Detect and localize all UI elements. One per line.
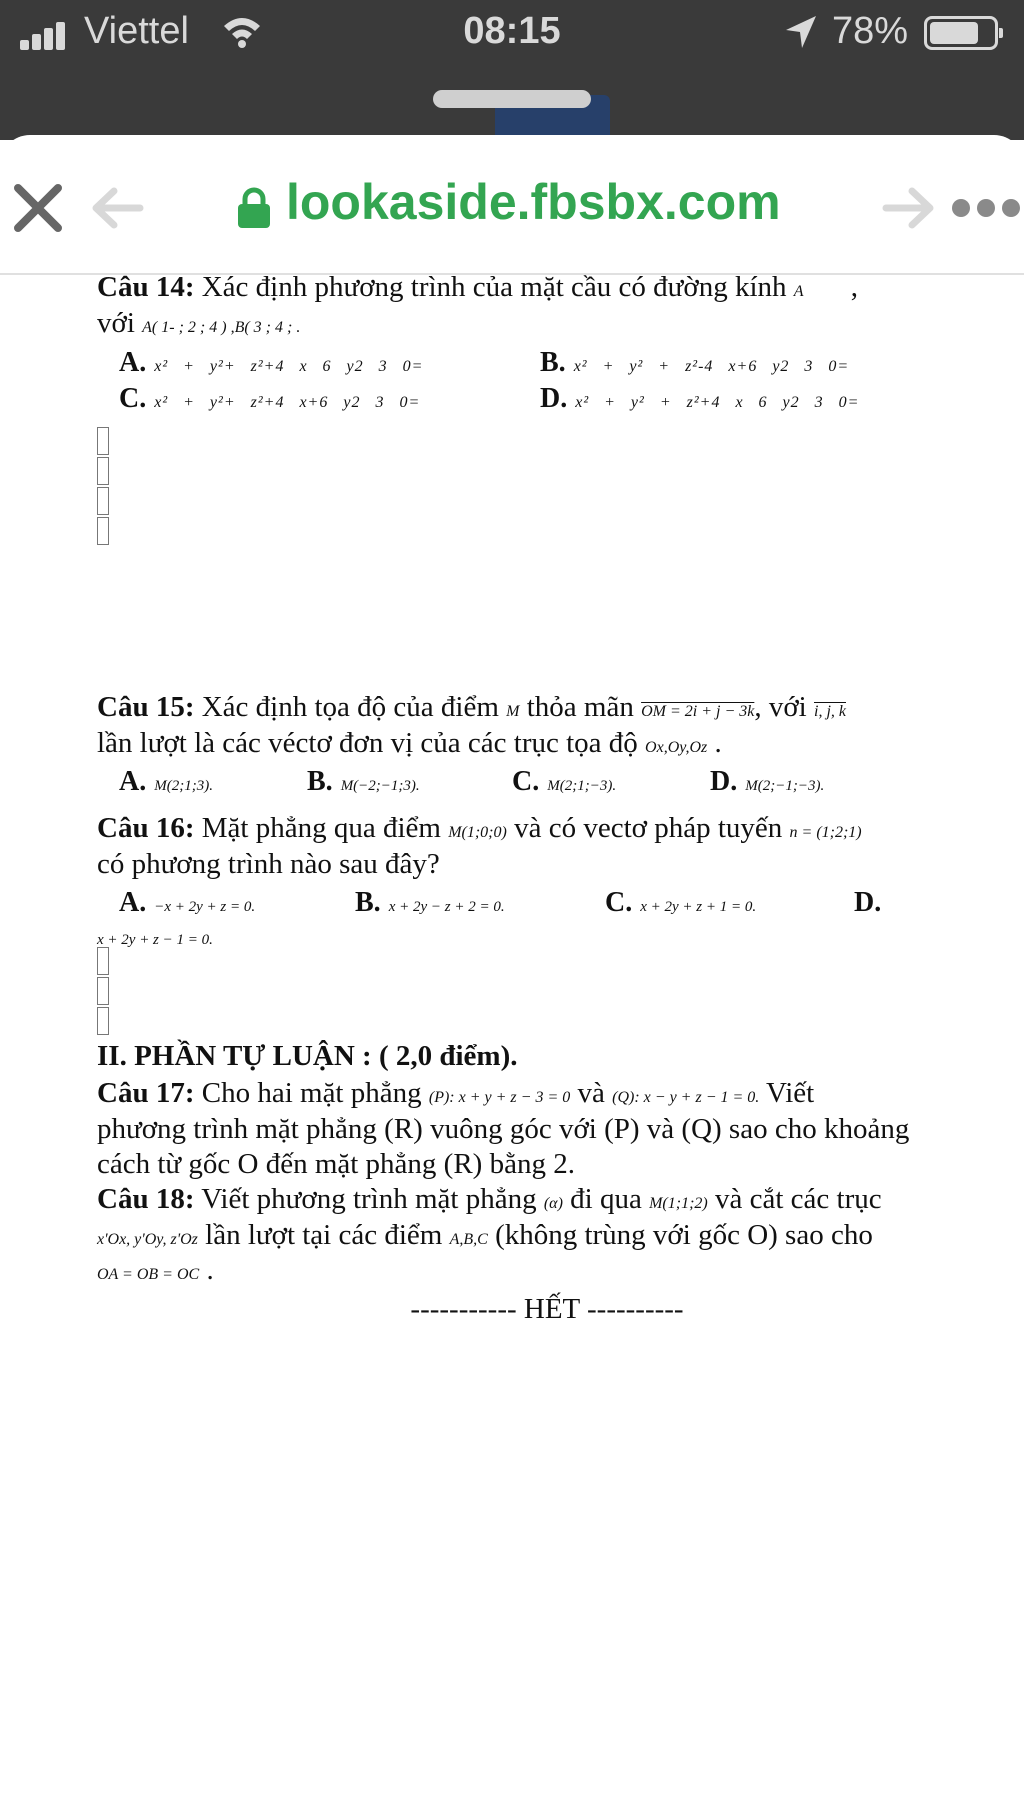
q15-option-c[interactable] (512, 764, 616, 804)
option-label: D. (710, 766, 738, 797)
q17-line3: cách từ gốc O đến mặt phẳng (R) bằng 2. (97, 1148, 575, 1180)
q16-line2 (97, 847, 440, 882)
end-marker: ----------- HẾT ---------- (410, 1293, 684, 1325)
q18-math-point: M(1;1;2) (649, 1195, 708, 1212)
q14-option-d[interactable] (540, 381, 859, 420)
q15-text: thỏa mãn (519, 691, 642, 723)
lock-icon (236, 187, 272, 229)
q17-text: Cho hai mặt phẳng (194, 1077, 429, 1109)
q15-option-a[interactable] (119, 764, 213, 804)
q14-option-b[interactable] (540, 345, 849, 384)
q16-line1 (97, 811, 862, 850)
q15-text: lần lượt là các véctơ đơn vị của các trục tọa độ (97, 727, 646, 759)
q14-label: Câu 14: (97, 271, 195, 303)
q15-option-d[interactable] (710, 764, 824, 804)
q14-line1 (97, 270, 858, 309)
forward-arrow-icon[interactable] (880, 185, 936, 231)
carrier-name: Viettel (84, 10, 189, 52)
option-label: C. (512, 766, 540, 797)
q18-line2 (97, 1218, 873, 1257)
q15-text: , với (754, 691, 814, 723)
q15-math-ijk: i, j, k (814, 703, 846, 720)
q15-math-axes: Ox,Oy,Oz (645, 739, 708, 756)
q18-text: đi qua (562, 1183, 650, 1215)
q15-label: Câu 15: (97, 691, 195, 723)
q18-math-equal: OA = OB = OC (97, 1266, 200, 1283)
browser-sheet (0, 135, 1024, 1817)
option-label: C. (605, 887, 633, 918)
option-value: M(2;1;3). (154, 778, 213, 794)
q15-line2 (97, 726, 722, 765)
q14-line2-text: với (97, 307, 143, 339)
placeholder-boxes (97, 947, 111, 1037)
q16-text: Mặt phẳng qua điểm (194, 812, 449, 844)
q18-label: Câu 18: (97, 1183, 195, 1215)
option-formula: x² + y²+ z²+4 x+6 y2 3 0= (154, 394, 421, 411)
q16-text: và có vectơ pháp tuyến (506, 812, 790, 844)
q18-math-axes: x'Ox, y'Oy, z'Oz (97, 1231, 198, 1248)
browser-toolbar (0, 135, 1024, 275)
q15-text: . (707, 727, 722, 759)
option-value: M(2;1;−3). (547, 778, 617, 794)
q18-math-points: A,B,C (449, 1231, 488, 1248)
url-text[interactable]: lookaside.fbsbx.com (286, 174, 781, 230)
option-value: x + 2y + z − 1 = 0. (97, 932, 213, 948)
q14-math-ab: A (793, 283, 804, 300)
q16-label: Câu 16: (97, 812, 195, 844)
battery-percent: 78% (832, 10, 909, 52)
q17-line2: phương trình mặt phẳng (R) vuông góc với (P) và (Q) sao cho khoảng (97, 1113, 910, 1145)
option-label: C. (119, 383, 147, 414)
clock-time: 08:15 (463, 10, 561, 52)
q15-option-b[interactable] (307, 764, 420, 804)
q16-option-c[interactable] (605, 885, 756, 925)
option-formula: x² + y² + z²-4 x+6 y2 3 0= (573, 358, 850, 375)
close-icon[interactable] (10, 180, 66, 236)
option-label: D. (540, 383, 568, 414)
q15-text: Xác định tọa độ của điểm (194, 691, 507, 723)
q18-line3 (97, 1253, 214, 1292)
q17-text: Viết (759, 1077, 815, 1109)
back-arrow-icon[interactable] (90, 185, 146, 231)
q18-text: lần lượt tại các điểm (197, 1219, 450, 1251)
q16-text: có phương trình nào sau đây? (97, 848, 440, 880)
q18-text: và cắt các trục (707, 1183, 882, 1215)
q16-option-b[interactable] (355, 885, 505, 925)
q17-math-q: (Q): x − y + z − 1 = 0. (612, 1089, 760, 1106)
q18-text: Viết phương trình mặt phẳng (194, 1183, 544, 1215)
option-label: D. (854, 887, 882, 918)
q15-math-m: M (506, 703, 520, 720)
q15-math-vector: OM = 2i + j − 3k (641, 703, 755, 720)
q14-line2 (97, 306, 300, 345)
option-value: x + 2y − z + 2 = 0. (388, 899, 505, 915)
option-label: A. (119, 347, 147, 378)
option-label: B. (307, 766, 333, 797)
option-value: −x + 2y + z = 0. (154, 899, 256, 915)
option-formula: x² + y² + z²+4 x 6 y2 3 0= (575, 394, 860, 411)
q17-text: và (570, 1077, 613, 1109)
option-value: M(2;−1;−3). (745, 778, 825, 794)
location-arrow-icon (784, 14, 818, 50)
option-value: x + 2y + z + 1 = 0. (640, 899, 757, 915)
option-label: B. (355, 887, 381, 918)
q17-math-p: (P): x + y + z − 3 = 0 (428, 1089, 571, 1106)
sheet-drag-handle[interactable] (433, 90, 591, 108)
option-value: M(−2;−1;3). (340, 778, 420, 794)
q15-line1 (97, 690, 846, 729)
q18-math-alpha: (α) (543, 1195, 563, 1212)
q14-option-a[interactable] (119, 345, 423, 384)
placeholder-boxes (97, 427, 111, 547)
q14-comma: , (850, 271, 859, 303)
q14-text: Xác định phương trình của mặt cầu có đường kính (194, 271, 787, 303)
more-icon[interactable] (952, 199, 1022, 219)
q14-option-c[interactable] (119, 381, 420, 420)
q17-label: Câu 17: (97, 1077, 195, 1109)
q16-option-d[interactable] (854, 885, 889, 920)
q18-line1 (97, 1182, 882, 1221)
q18-text: . (199, 1254, 214, 1286)
q16-math-point: M(1;0;0) (448, 824, 507, 841)
q16-math-normal: n = (1;2;1) (789, 824, 862, 841)
q14-line2-math: A( 1- ; 2 ; 4 ) ,B( 3 ; 4 ; . (142, 319, 301, 336)
section-2-title: II. PHẦN TỰ LUẬN : ( 2,0 điểm). (97, 1040, 518, 1072)
option-label: A. (119, 766, 147, 797)
option-label: B. (540, 347, 566, 378)
q18-text: (không trùng với gốc O) sao cho (487, 1219, 873, 1251)
battery-icon (924, 16, 998, 50)
option-formula: x² + y²+ z²+4 x 6 y2 3 0= (154, 358, 424, 375)
q17-line1 (97, 1076, 814, 1115)
q16-option-d-value (97, 918, 213, 958)
option-label: A. (119, 887, 147, 918)
